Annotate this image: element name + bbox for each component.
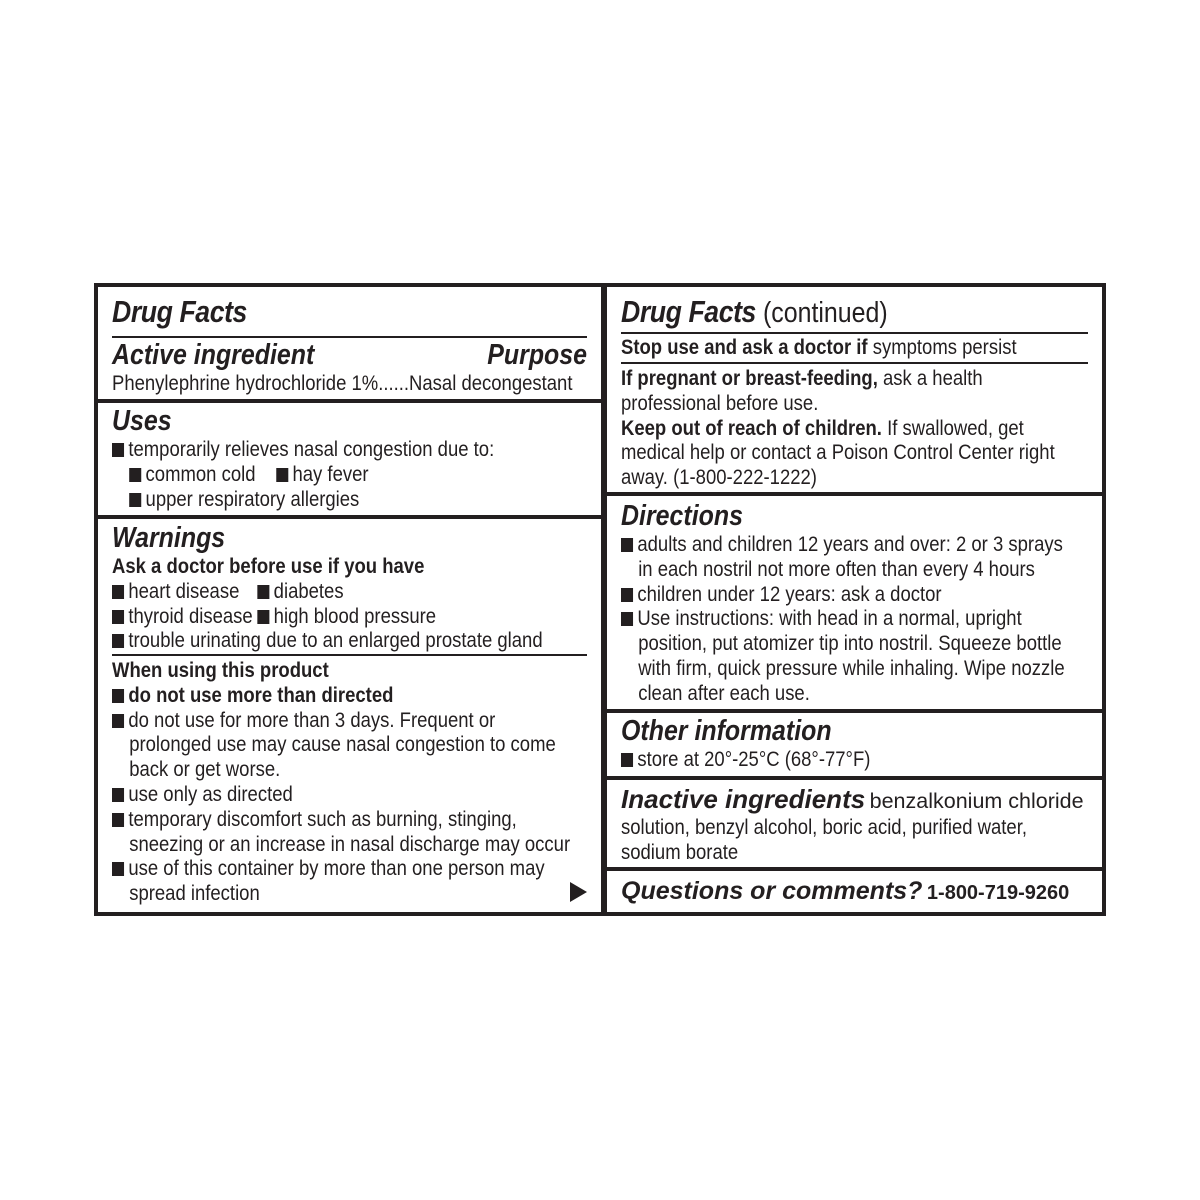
bullet-icon xyxy=(129,493,141,507)
divider xyxy=(607,709,1102,713)
inactive-ingredients-section xyxy=(607,783,1102,865)
inactive-ingredients-text: solution, benzyl alcohol, boric acid, purified water, xyxy=(621,815,1027,839)
pregnancy-section xyxy=(607,366,1102,490)
bullet-icon xyxy=(621,753,633,767)
active-ingredient-heading: Active ingredient xyxy=(112,339,315,371)
stop-use-bold: Stop use and ask a doctor if xyxy=(621,335,868,359)
stop-use-text: symptoms persist xyxy=(872,335,1017,359)
directions-item: Use instructions: with head in a normal, upright xyxy=(637,606,1022,631)
title-rule xyxy=(112,336,587,338)
keep-out-bold: Keep out of reach of children. xyxy=(621,415,882,440)
inactive-ingredients-text: benzalkonium chloride xyxy=(869,789,1084,813)
when-using-item: use only as directed xyxy=(128,781,293,806)
when-using-item: do not use for more than 3 days. Frequent or xyxy=(128,707,496,732)
drug-facts-continued-title-section xyxy=(607,295,1102,330)
purpose-heading: Purpose xyxy=(487,339,587,371)
condition-item: trouble urinating due to an enlarged prostate gland xyxy=(128,628,543,653)
keep-out-phone: away. (1-800-222-1222) xyxy=(621,465,817,490)
uses-sub-item: common cold xyxy=(145,461,256,486)
when-using-item-cont: spread infection xyxy=(129,881,260,906)
condition-item: heart disease xyxy=(128,578,240,603)
other-information-heading: Other information xyxy=(621,715,832,747)
bullet-icon xyxy=(112,443,124,457)
uses-item: temporarily relieves nasal congestion due to: xyxy=(128,437,495,461)
divider xyxy=(98,515,601,519)
drug-facts-title: Drug Facts xyxy=(112,294,247,329)
when-using-item: use of this container by more than one person may xyxy=(128,856,545,881)
ask-doctor-subheading: Ask a doctor before use if you have xyxy=(112,554,425,578)
divider xyxy=(607,492,1102,496)
uses-section xyxy=(98,405,601,511)
divider xyxy=(607,867,1102,871)
condition-item: thyroid disease xyxy=(128,603,253,628)
bullet-icon xyxy=(257,585,269,599)
inactive-ingredients-heading: Inactive ingredients xyxy=(621,784,866,814)
active-ingredient-line: Phenylephrine hydrochloride 1%......Nasal decongestant xyxy=(112,371,573,395)
stop-use-section xyxy=(607,335,1102,360)
when-using-section xyxy=(98,658,601,906)
pregnancy-text: ask a health xyxy=(882,366,983,390)
bullet-icon xyxy=(112,634,124,648)
bullet-icon xyxy=(129,468,141,482)
directions-item-cont: position, put atomizer tip into nostril. Squeeze bottle xyxy=(638,631,1062,656)
continue-arrow-icon xyxy=(570,882,587,902)
when-using-item: do not use more than directed xyxy=(128,682,394,707)
drug-facts-title: Drug Facts xyxy=(621,294,756,329)
directions-item: adults and children 12 years and over: 2 or 3 sprays xyxy=(637,532,1063,556)
divider xyxy=(98,399,601,403)
uses-heading: Uses xyxy=(112,405,172,437)
drug-facts-title-section xyxy=(98,295,601,329)
bullet-icon xyxy=(112,788,124,802)
directions-section xyxy=(607,500,1102,706)
drug-facts-panel xyxy=(94,283,1106,916)
bullet-icon xyxy=(112,862,124,876)
other-information-item: store at 20°-25°C (68°-77°F) xyxy=(637,747,871,771)
directions-heading: Directions xyxy=(621,500,743,532)
warnings-section xyxy=(98,522,601,653)
continued-label: (continued) xyxy=(762,297,888,329)
pregnancy-text: professional before use. xyxy=(621,390,819,415)
bullet-icon xyxy=(112,714,124,728)
other-information-section xyxy=(607,715,1102,772)
keep-out-text: If swallowed, get xyxy=(887,415,1024,440)
pregnancy-bold: If pregnant or breast-feeding, xyxy=(621,366,878,390)
questions-phone: 1-800-719-9260 xyxy=(926,882,1070,904)
when-using-item-cont: back or get worse. xyxy=(129,757,281,782)
inactive-ingredients-text: sodium borate xyxy=(621,839,739,864)
directions-item-cont: with firm, quick pressure while inhaling. Wipe nozzle xyxy=(638,655,1065,680)
bullet-icon xyxy=(112,610,124,624)
bullet-icon xyxy=(257,610,269,624)
bullet-icon xyxy=(276,468,288,482)
right-column xyxy=(607,287,1102,912)
stop-use-rule xyxy=(621,362,1088,364)
directions-item-cont: in each nostril not more often than every 4 hours xyxy=(638,556,1035,581)
directions-item-cont: clean after each use. xyxy=(638,680,810,705)
when-using-subheading: When using this product xyxy=(112,658,329,682)
divider xyxy=(607,776,1102,780)
warnings-rule xyxy=(112,654,587,656)
active-ingredient-section xyxy=(98,339,601,396)
title-rule xyxy=(621,332,1088,334)
condition-item: diabetes xyxy=(273,578,344,603)
bullet-icon xyxy=(621,538,633,552)
uses-sub-item: hay fever xyxy=(292,461,369,486)
bullet-icon xyxy=(621,612,633,626)
directions-item: children under 12 years: ask a doctor xyxy=(637,581,942,606)
bullet-icon xyxy=(621,588,633,602)
keep-out-text: medical help or contact a Poison Control Center right xyxy=(621,440,1055,465)
when-using-item-cont: sneezing or an increase in nasal discharge may occur xyxy=(129,831,571,856)
bullet-icon xyxy=(112,689,124,703)
bullet-icon xyxy=(112,813,124,827)
when-using-item: temporary discomfort such as burning, stinging, xyxy=(128,806,517,831)
questions-section xyxy=(607,875,1102,907)
condition-item: high blood pressure xyxy=(273,603,437,628)
left-column xyxy=(98,287,601,912)
uses-sub-item: upper respiratory allergies xyxy=(145,486,360,511)
when-using-item-cont: prolonged use may cause nasal congestion to come xyxy=(129,732,556,757)
bullet-icon xyxy=(112,585,124,599)
questions-heading: Questions or comments? xyxy=(621,877,923,905)
warnings-heading: Warnings xyxy=(112,522,226,554)
